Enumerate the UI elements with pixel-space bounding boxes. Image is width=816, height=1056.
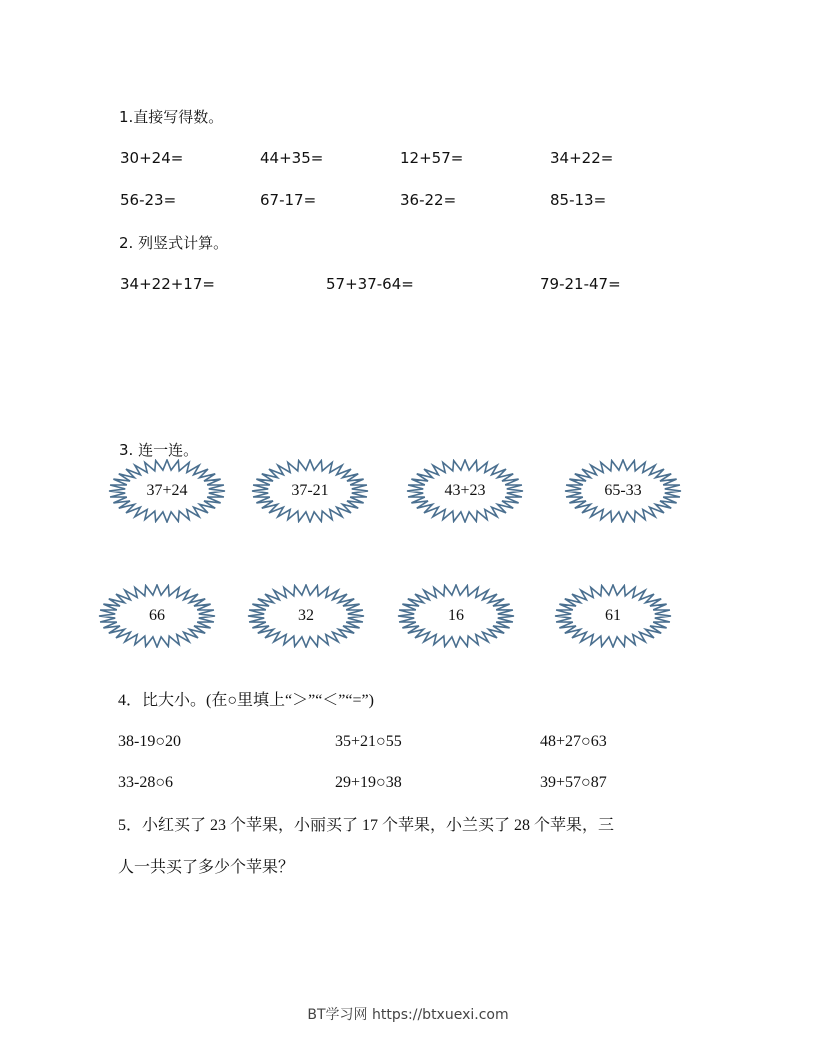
q4-item: 33-28○6 (118, 774, 173, 791)
q1-item: 34+22= (550, 149, 614, 167)
burst-expression[interactable]: 37-21 (250, 459, 370, 523)
q4-item: 35+21○55 (335, 733, 402, 750)
q1-item: 36-22= (400, 191, 457, 209)
burst-expression[interactable]: 43+23 (405, 459, 525, 523)
q1-item: 30+24= (120, 149, 184, 167)
q2-item: 57+37-64= (326, 275, 414, 293)
q2-item: 79-21-47= (540, 275, 621, 293)
q5-line2: 人一共买了多少个苹果？ (118, 859, 295, 876)
q4-item: 38-19○20 (118, 733, 181, 750)
q1-title: 1.直接写得数。 (119, 108, 224, 126)
q1-item: 67-17= (260, 191, 317, 209)
burst-answer[interactable]: 16 (396, 584, 516, 648)
q1-item: 44+35= (260, 149, 324, 167)
burst-expression[interactable]: 37+24 (107, 459, 227, 523)
burst-expression[interactable]: 65-33 (563, 459, 683, 523)
burst-answer[interactable]: 32 (246, 584, 366, 648)
q4-item: 39+57○87 (540, 774, 607, 791)
q4-item: 48+27○63 (540, 733, 607, 750)
q1-item: 12+57= (400, 149, 464, 167)
q4-item: 29+19○38 (335, 774, 402, 791)
burst-answer[interactable]: 61 (553, 584, 673, 648)
footer-watermark: BT学习网 https://btxuexi.com (307, 1007, 509, 1023)
q5-line1: 5．小红买了 23 个苹果，小丽买了 17 个苹果，小兰买了 28 个苹果，三 (118, 817, 615, 834)
q1-item: 56-23= (120, 191, 177, 209)
q2-title: 2. 列竖式计算。 (119, 234, 229, 252)
q1-item: 85-13= (550, 191, 607, 209)
burst-answer[interactable]: 66 (97, 584, 217, 648)
q4-title: 4．比大小。(在○里填上“＞”“＜”“=”) (118, 692, 374, 709)
q3-title: 3. 连一连。 (119, 441, 199, 459)
q2-item: 34+22+17= (120, 275, 215, 293)
